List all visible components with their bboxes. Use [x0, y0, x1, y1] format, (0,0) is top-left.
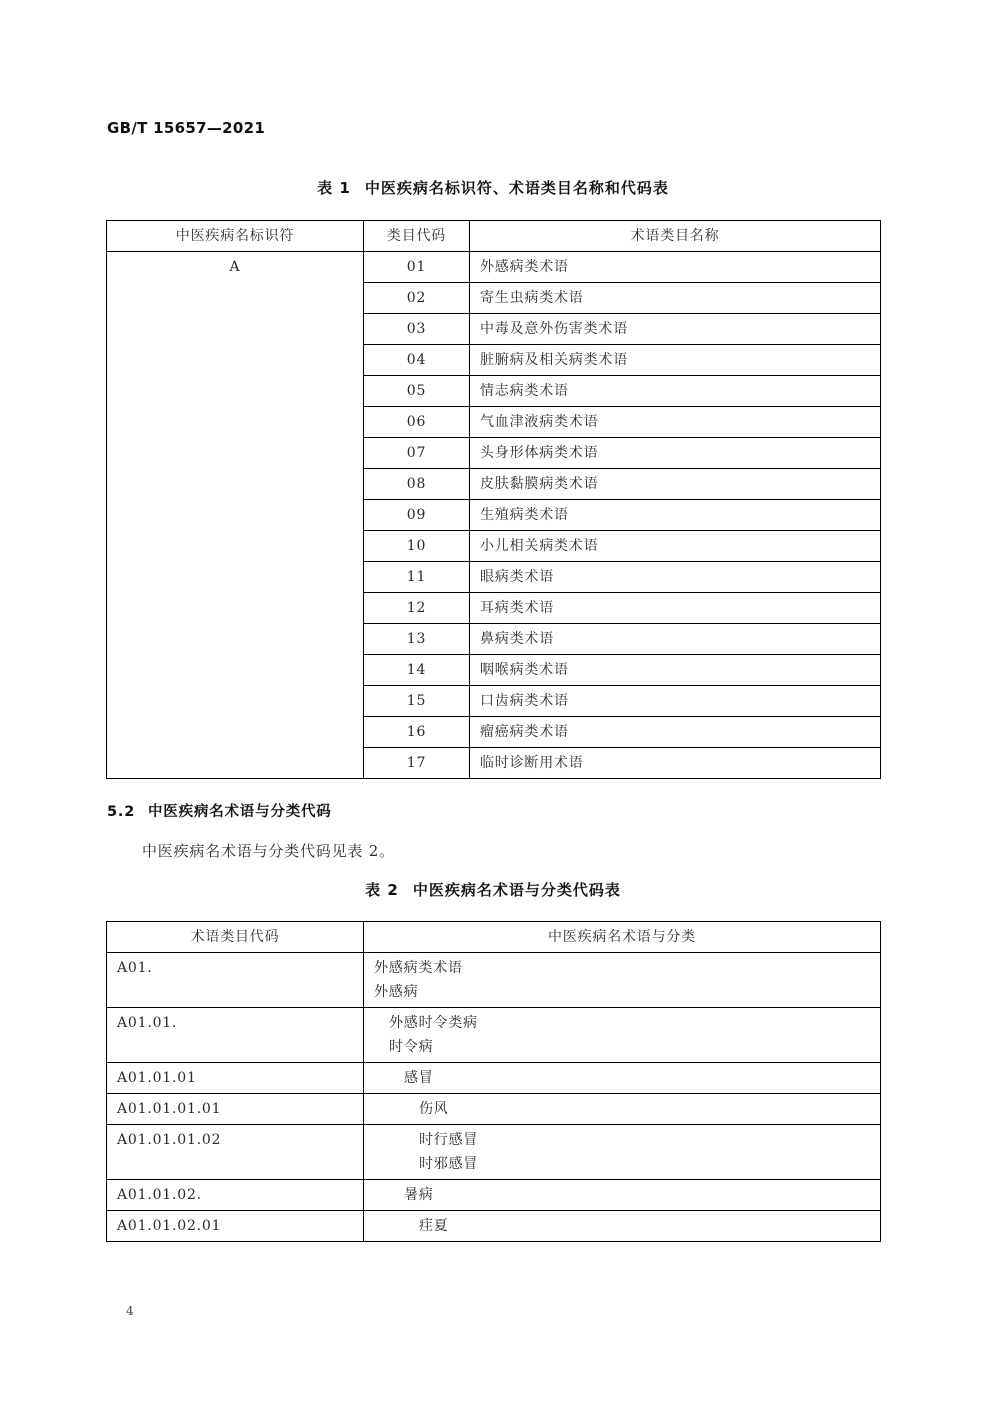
term-line: 暑病: [404, 1187, 434, 1203]
identifier-cell: A: [107, 252, 364, 779]
term-line: 时行感冒: [419, 1132, 479, 1148]
column-header-category-code: 类目代码: [364, 221, 470, 252]
term-line: 外感病类术语: [374, 960, 463, 976]
table1: [106, 220, 881, 779]
category-name-cell: 生殖病类术语: [470, 500, 881, 531]
category-code-cell: 14: [364, 655, 470, 686]
table-row: [107, 1063, 881, 1094]
table2-body: [107, 953, 881, 1242]
category-name-cell: 小儿相关病类术语: [470, 531, 881, 562]
category-name-cell: 脏腑病及相关病类术语: [470, 345, 881, 376]
column-header-term-code: 术语类目代码: [107, 922, 364, 953]
category-name-cell: 鼻病类术语: [470, 624, 881, 655]
category-code-cell: 15: [364, 686, 470, 717]
table2-caption-label: 表 2: [365, 881, 399, 899]
table-row: [107, 1125, 881, 1180]
category-name-cell: 头身形体病类术语: [470, 438, 881, 469]
category-code-cell: 08: [364, 469, 470, 500]
term-line: 外感时令类病: [389, 1015, 478, 1031]
table-header-row: [107, 221, 881, 252]
table2-caption-title: 中医疾病名术语与分类代码表: [412, 881, 621, 899]
table1-caption-label: 表 1: [317, 179, 351, 197]
section-paragraph: 中医疾病名术语与分类代码见表 2。: [142, 842, 395, 860]
category-code-cell: 03: [364, 314, 470, 345]
category-code-cell: 02: [364, 283, 470, 314]
category-name-cell: 临时诊断用术语: [470, 748, 881, 779]
column-header-identifier: 中医疾病名标识符: [107, 221, 364, 252]
category-code-cell: 01: [364, 252, 470, 283]
category-name-cell: 气血津液病类术语: [470, 407, 881, 438]
table-row: [107, 953, 881, 1008]
page-number: 4: [126, 1304, 134, 1318]
term-cell: [364, 1125, 881, 1180]
category-name-cell: 瘤癌病类术语: [470, 717, 881, 748]
table1-caption: [106, 178, 880, 198]
category-code-cell: 04: [364, 345, 470, 376]
category-code-cell: 11: [364, 562, 470, 593]
column-header-category-name: 术语类目名称: [470, 221, 881, 252]
term-line: 时邪感冒: [419, 1156, 479, 1172]
category-code-cell: 05: [364, 376, 470, 407]
category-name-cell: 寄生虫病类术语: [470, 283, 881, 314]
table2-caption: [106, 880, 880, 900]
category-name-cell: 耳病类术语: [470, 593, 881, 624]
category-name-cell: 咽喉病类术语: [470, 655, 881, 686]
table1-body: [107, 252, 881, 779]
category-code-cell: 06: [364, 407, 470, 438]
category-code-cell: 09: [364, 500, 470, 531]
table-header-row: [107, 922, 881, 953]
term-line: 感冒: [404, 1070, 434, 1086]
category-name-cell: 外感病类术语: [470, 252, 881, 283]
term-cell: [364, 1211, 881, 1242]
category-code-cell: 13: [364, 624, 470, 655]
term-line: 时令病: [389, 1039, 434, 1055]
category-name-cell: 口齿病类术语: [470, 686, 881, 717]
category-code-cell: 16: [364, 717, 470, 748]
column-header-term-classification: 中医疾病名术语与分类: [364, 922, 881, 953]
term-code-cell: A01.01.01.01: [107, 1094, 364, 1125]
category-name-cell: 皮肤黏膜病类术语: [470, 469, 881, 500]
term-cell: [364, 1094, 881, 1125]
category-code-cell: 10: [364, 531, 470, 562]
term-line: 伤风: [419, 1101, 449, 1117]
section-title: 中医疾病名术语与分类代码: [148, 804, 332, 820]
category-code-cell: 07: [364, 438, 470, 469]
table-row: [107, 1211, 881, 1242]
table-row: [107, 252, 881, 283]
category-code-cell: 12: [364, 593, 470, 624]
section-heading: [107, 802, 332, 822]
term-code-cell: A01.01.02.: [107, 1180, 364, 1211]
category-code-cell: 17: [364, 748, 470, 779]
term-cell: [364, 1180, 881, 1211]
table-row: [107, 1094, 881, 1125]
term-cell: [364, 953, 881, 1008]
term-code-cell: A01.01.: [107, 1008, 364, 1063]
category-name-cell: 眼病类术语: [470, 562, 881, 593]
term-line: 疰夏: [419, 1218, 449, 1234]
category-name-cell: 中毒及意外伤害类术语: [470, 314, 881, 345]
term-code-cell: A01.01.01: [107, 1063, 364, 1094]
table2: [106, 921, 881, 1242]
term-code-cell: A01.: [107, 953, 364, 1008]
category-name-cell: 情志病类术语: [470, 376, 881, 407]
section-number: 5.2: [107, 804, 136, 820]
term-cell: [364, 1063, 881, 1094]
term-code-cell: A01.01.01.02: [107, 1125, 364, 1180]
table-row: [107, 1008, 881, 1063]
document-id: GB/T 15657—2021: [107, 119, 266, 137]
term-line: 外感病: [374, 984, 419, 1000]
term-cell: [364, 1008, 881, 1063]
table-row: [107, 1180, 881, 1211]
term-code-cell: A01.01.02.01: [107, 1211, 364, 1242]
table1-caption-title: 中医疾病名标识符、术语类目名称和代码表: [364, 179, 669, 197]
